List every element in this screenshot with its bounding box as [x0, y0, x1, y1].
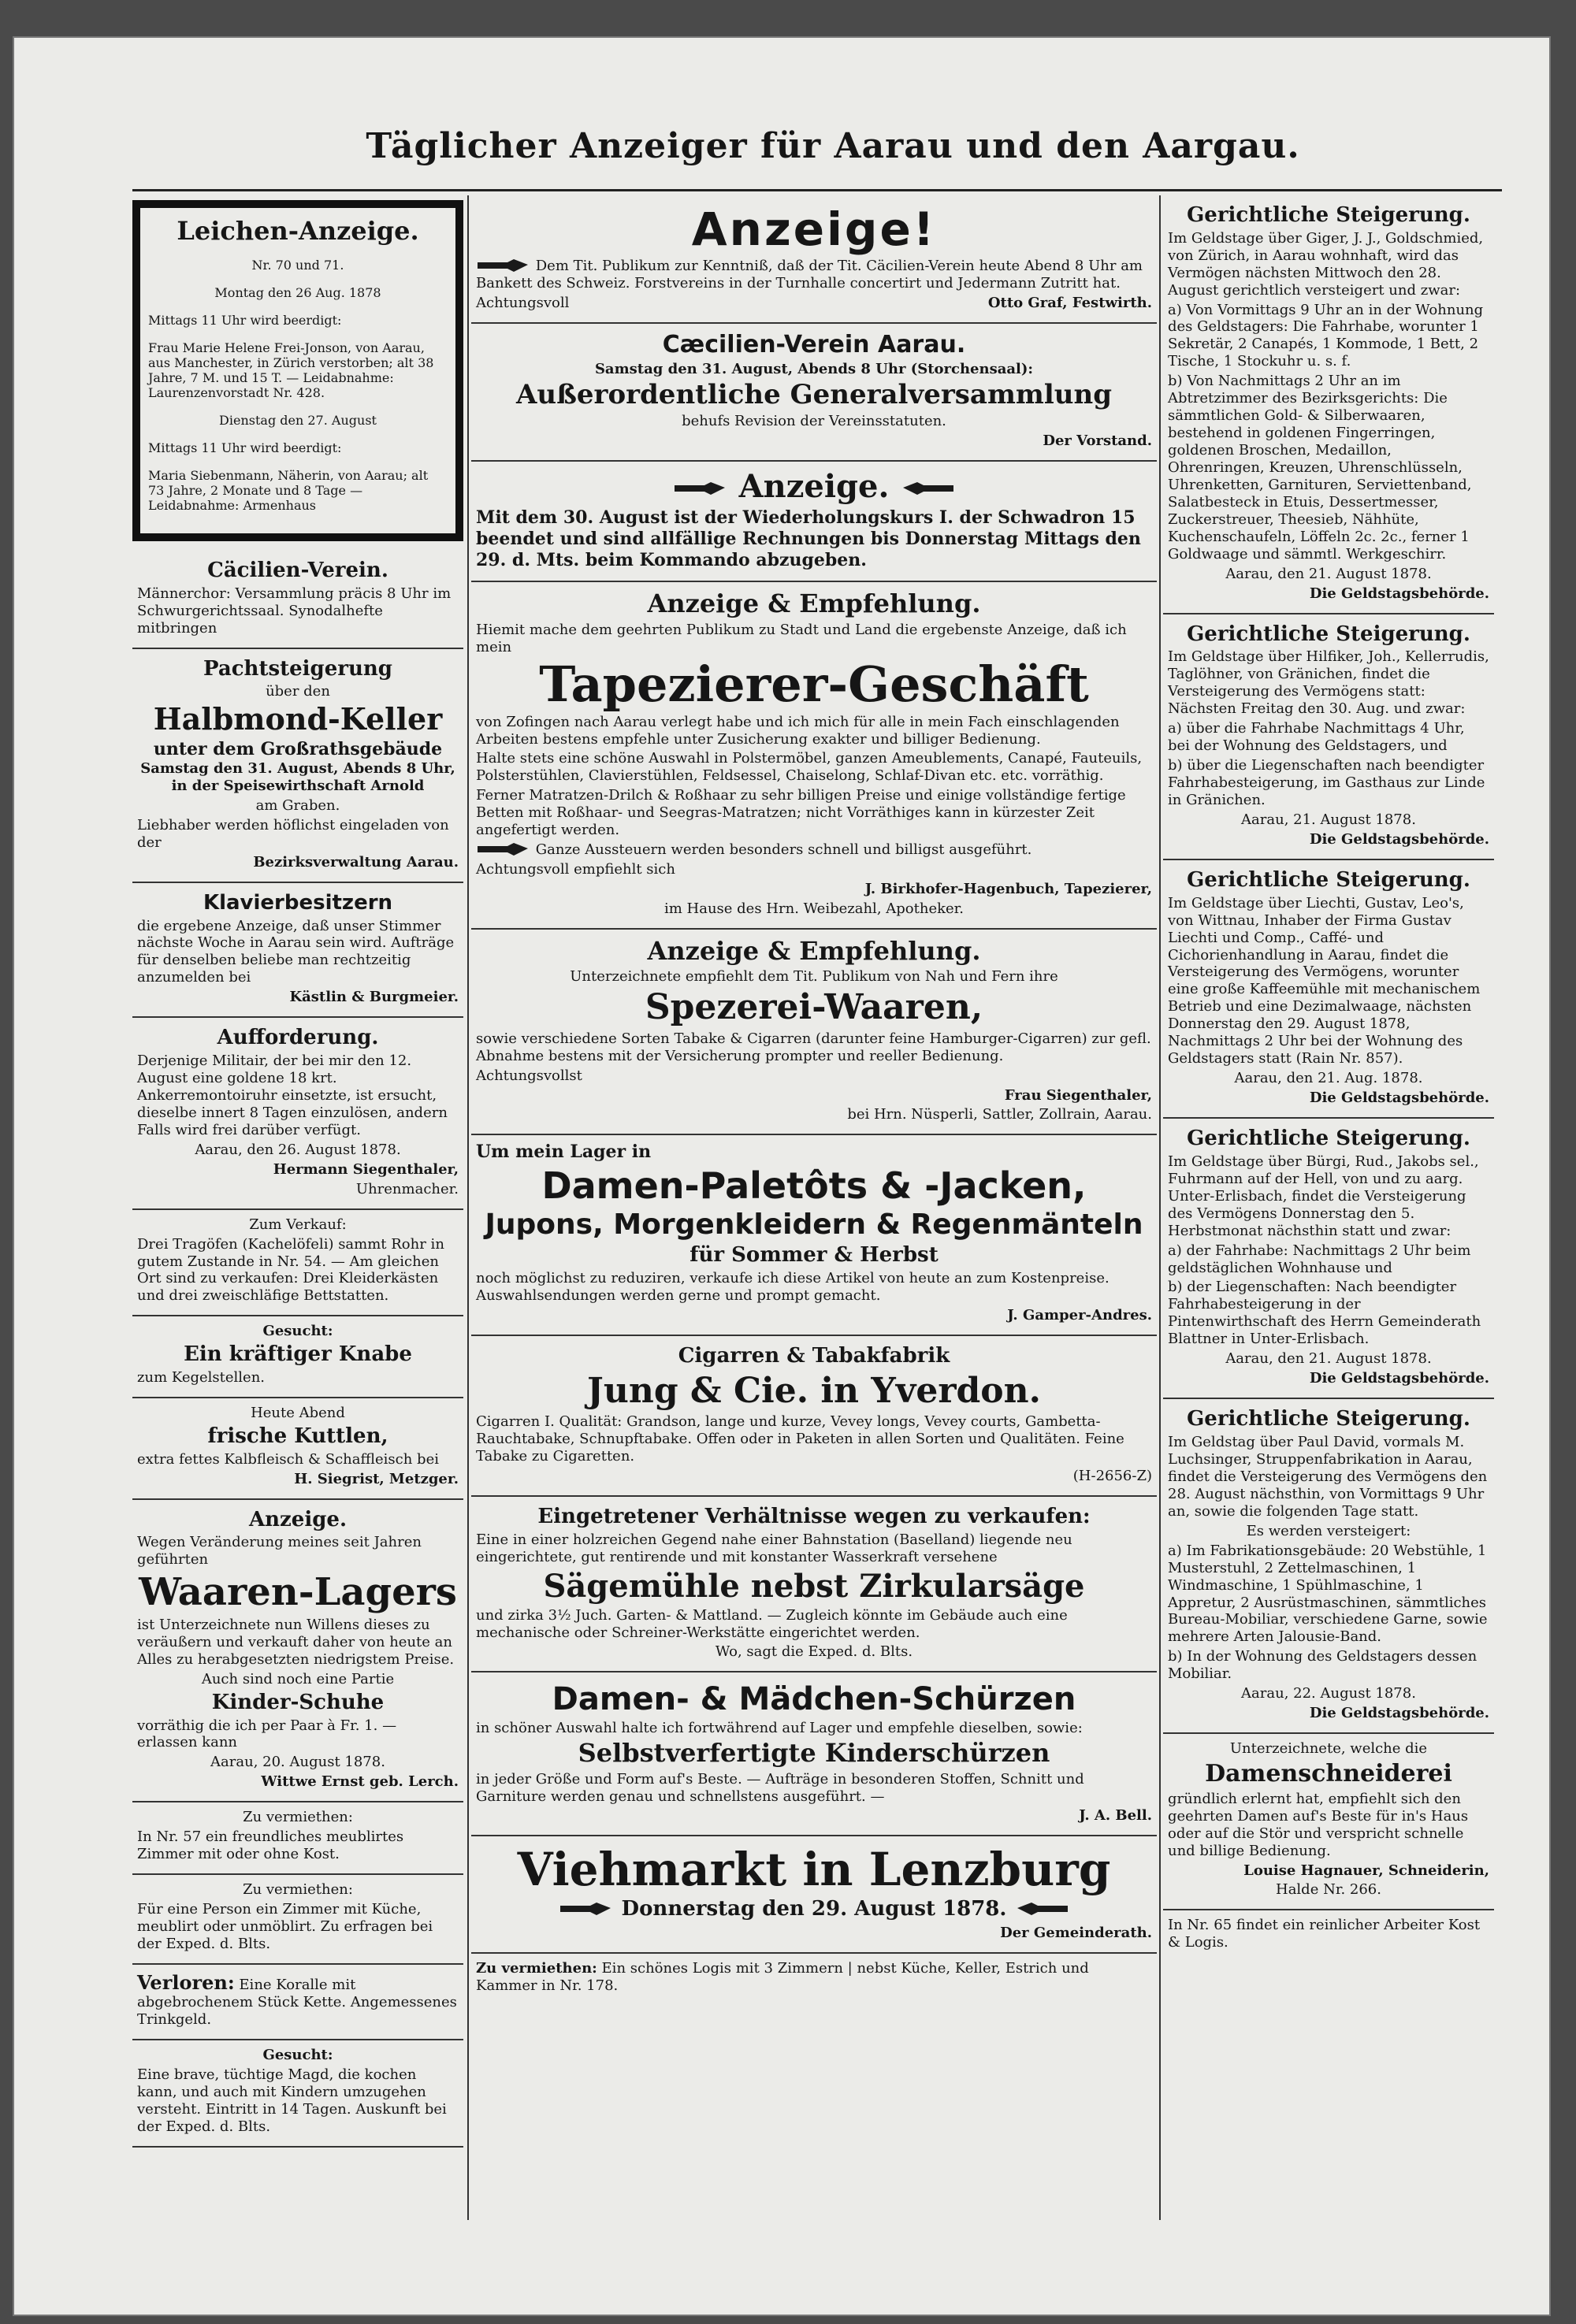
pointing-hand-icon — [900, 481, 955, 498]
ad-title: Cigarren & Tabakfabrik — [678, 1344, 950, 1368]
ad-steigerung-buergi — [1163, 1119, 1494, 1399]
pointing-hand-icon — [673, 481, 728, 498]
ad-verkauf — [132, 1210, 463, 1317]
ad-text: Wo, sagt die Exped. d. Blts. — [715, 1643, 913, 1661]
ad-headline: Außerordentliche Generalversammlung — [515, 378, 1113, 410]
ad-place: Aarau, 22. August 1878. — [1241, 1685, 1416, 1702]
ad-text: über den — [266, 683, 330, 700]
ad-subhead: Selbstverfertigte Kinderschürzen — [578, 1738, 1050, 1769]
ad-vermieten-logis: Zu vermiethen: Ein schönes Logis mit 3 Zimmern | nebst Küche, Keller, Estrich und Kammer in Nr. 178. — [476, 1959, 1089, 1994]
ad-headline: Halbmond-Keller — [153, 701, 443, 737]
ad-text: Dem Tit. Publikum zur Kenntniß, daß der Tit. Cäcilien-Verein heute Abend 8 Uhr am Bankett des Schweiz. Forstvereins in der Turnhalle concertirt und Jedermann Zutritt hat. — [476, 257, 1143, 291]
leichen-time-2: Mittags 11 Uhr wird beerdigt: — [148, 440, 342, 456]
leichen-anzeige — [132, 200, 463, 541]
ad-headline: Waaren-Lagers — [139, 1570, 457, 1615]
ad-signature: Die Geldstagsbehörde. — [1309, 830, 1489, 848]
right-column — [1163, 195, 1494, 2259]
ad-pachtsteigerung — [132, 649, 463, 883]
ad-text: Liebhaber werden höflichst eingeladen von der — [137, 816, 449, 851]
ad-text: Ferner Matratzen-Drilch & Roßhaar zu sehr billigen Preise und einige vollständige fertige Betten mit Roßhaar- und Seegras-Matratzen; nicht Vorräthiges kann in kürzester Zeit angefertigt werden. — [476, 787, 1126, 839]
ad-text: Drei Tragöfen (Kachelöfeli) sammt Rohr in gutem Zustande in Nr. 54. — Am gleichen Ort sind zu verkaufen: Drei Kleiderkästen und drei zweischläfige Bettstatten. — [137, 1235, 444, 1305]
masthead-rule — [132, 189, 1502, 191]
ad-text: Im Geldstag über Paul David, vormals M. Luchsinger, Struppenfabrikation in Aarau, findet die Versteigerung des Vermögens den 28. August nächsthin, von Vormittags 9 Uhr an, sowie die folgenden Tage statt. — [1168, 1433, 1488, 1520]
ad-gesucht-magd — [132, 2040, 463, 2148]
ad-signature: Die Geldstagsbehörde. — [1309, 585, 1489, 602]
ad-text: Wegen Veränderung meines seit Jahren geführten — [137, 1534, 422, 1569]
ad-head: Zu vermiethen: — [476, 1959, 597, 1977]
ad-text: In Nr. 57 ein freundliches meublirtes Zimmer mit oder ohne Kost. — [137, 1828, 404, 1863]
ad-vermieten-1 — [132, 1802, 463, 1875]
ad-signature: Louise Hagnauer, Schneiderin, — [1243, 1862, 1489, 1879]
ad-text: Halte stets eine schöne Auswahl in Polstermöbel, ganzen Ameublements, Canapé, Fauteuils, Polsterstühlen, Clavierstühlen, Feldsessel, Chaiselong, Schlaf-Divan etc. etc. vorräthig. — [476, 750, 1143, 785]
ad-place: Aarau, den 21. August 1878. — [1225, 1350, 1432, 1368]
ad-signature: Der Vorstand. — [1043, 432, 1152, 449]
ad-text: sowie verschiedene Sorten Tabake & Cigarren (darunter feine Hamburger-Cigarren) zur gefl. Abnahme bestens mit der Versicherung prompter und reeller Bedienung. — [476, 1030, 1151, 1064]
ad-signature-2: Halde Nr. 266. — [1276, 1881, 1381, 1899]
ad-item-a: a) der Fahrhabe: Nachmittags 2 Uhr beim geldstäglichen Wohnhause und — [1168, 1242, 1471, 1276]
ad-place: Aarau, den 21. Aug. 1878. — [1234, 1070, 1423, 1087]
ad-steigerung-liechti — [1163, 860, 1494, 1119]
ad-text: Unterzeichnete empfiehlt dem Tit. Publikum von Nah und Fern ihre — [570, 968, 1058, 986]
ad-text: Derjenige Militair, der bei mir den 12. August eine goldene 18 krt. Ankerremontoiruhr einsetzte, ist ersucht, dieselbe innert 8 Tagen einzulösen, andern Falls wird frei darüber verfügt. — [137, 1052, 448, 1138]
ad-title: Gerichtliche Steigerung. — [1187, 622, 1470, 646]
ad-signature: H. Siegrist, Metzger. — [294, 1470, 459, 1487]
ad-item-b: b) über die Liegenschaften nach beendigter Fahrhabesteigerung, im Gasthaus zur Linde in Gränichen. — [1168, 757, 1485, 809]
ad-closing: Achtungsvoll empfiehlt sich — [476, 861, 675, 878]
ad-damenschneiderei — [1163, 1734, 1494, 1910]
ad-viehmarkt — [471, 1836, 1157, 1954]
ad-signature: Die Geldstagsbehörde. — [1309, 1370, 1489, 1387]
ad-date: Samstag den 31. August, Abends 8 Uhr (Storchensaal): — [594, 360, 1034, 377]
ad-text: in jeder Größe und Form auf's Beste. — Aufträge in besonderen Stoffen, Schnitt und Garniture werden genau und schnellstens ausgeführt. — — [476, 1770, 1084, 1805]
ad-title: Klavierbesitzern — [203, 890, 393, 915]
ad-signature: Hermann Siegenthaler, — [273, 1160, 459, 1178]
leichen-numbers: Nr. 70 und 71. — [251, 258, 344, 273]
ad-text: noch möglichst zu reduziren, verkaufe ich diese Artikel von heute an zum Kostenpreise. Auswahlsendungen werden gerne und prompt gemacht. — [476, 1270, 1110, 1305]
ad-headline: Tapezierer-Geschäft — [539, 655, 1089, 714]
ad-signature: Kästlin & Burgmeier. — [289, 989, 459, 1006]
ad-item-b: b) Von Nachmittags 2 Uhr an im Abtretzimmer des Bezirksgerichts: Die sämmtlichen Gold- & Silberwaaren, bestehend in goldenen Fingerringen, goldenen Broschen, Medaillon, Ohrenringen, Kreuzen, Uhrenschlüsseln, Uhrenketten, Garnituren, Serviettenband, Salatbesteck in Etuis, Dessertmesser, Zuckerstreuer, Theesieb, Nähhüte, Kuchenschaufeln, Löffeln 2c. 2c., ferner 1 Goldwaage und sämmtl. Werkgeschirr. — [1168, 373, 1472, 562]
ad-tapezierer — [471, 582, 1157, 930]
ad-caecilien-generalversammlung — [471, 324, 1157, 462]
ad-title: Anzeige. — [738, 467, 890, 505]
ad-vermieten-2 — [132, 1875, 463, 1965]
ad-text: und zirka 3½ Juch. Garten- & Mattland. — Zugleich könnte im Gebäude auch eine mechanische oder Schreiner-Werkstätte eingerichtet werden. — [476, 1606, 1068, 1641]
ad-place: Aarau, den 26. August 1878. — [195, 1141, 401, 1158]
ad-text: Eine in einer holzreichen Gegend nahe einer Bahnstation (Baselland) liegende neu eingerichtete, gut rentirende und mit konstanter Wasserkraft versehene — [476, 1531, 1072, 1565]
ad-signature-2: Uhrenmacher. — [355, 1180, 459, 1197]
ad-subhead: für Sommer & Herbst — [690, 1243, 939, 1268]
ad-anzeige-graf — [471, 195, 1157, 324]
ad-title: Gerichtliche Steigerung. — [1187, 867, 1470, 892]
ad-text: von Zofingen nach Aarau verlegt habe und ich mich für alle in mein Fach einschlagenden Arbeiten bestens empfehle unter Zusicherung exakter und billiger Bedienung. — [476, 713, 1120, 748]
ad-text-2: nebst Küche, Keller, Estrich und Kammer in Nr. 178. — [476, 1959, 1089, 1994]
ad-title: Gerichtliche Steigerung. — [1187, 1407, 1470, 1431]
ad-signature: Die Geldstagsbehörde. — [1309, 1705, 1489, 1722]
ad-text: Cigarren I. Qualität: Grandson, lange und kurze, Vevey longs, Vevey courts, Gambetta-Rauchtabake, Schnupftabake. Offen oder in Paketen in allen Sorten und Qualitäten. Feine Tabake zu Cigaretten. — [476, 1413, 1124, 1465]
ad-signature: J. Birkhofer-Hagenbuch, Tapezierer, — [864, 881, 1152, 898]
ad-text: Im Geldstage über Giger, J. J., Goldschmied, von Zürich, in Aarau wohnhaft, wird das Vermögen nächsten Mittwoch den 28. August gerichtlich versteigert und zwar: — [1168, 229, 1484, 299]
ad-signature-2: bei Hrn. Nüsperli, Sattler, Zollrain, Aarau. — [847, 1106, 1152, 1123]
ad-text: Eine Koralle mit abgebrochenem Stück Kette. Angemessenes Trinkgeld. — [137, 1977, 457, 2029]
ad-text: ist Unterzeichnete nun Willens dieses zu veräußern und verkauft daher von heute an Alles zu herabgesetzten niedrigstem Preise. — [137, 1617, 455, 1668]
ad-place: Aarau, 20. August 1878. — [210, 1754, 385, 1771]
ad-text: Im Geldstage über Bürgi, Rud., Jakobs sel., Fuhrmann auf der Hell, von und zu aarg. Unter-Erlisbach, findet die Versteigerung des Vermögens Donnerstag den 5. Herbstmonat nächsthin statt und zwar: — [1168, 1153, 1479, 1239]
ad-text: in schöner Auswahl halte ich fortwährend auf Lager und empfehle dieselben, sowie: — [476, 1720, 1083, 1737]
ad-cigarren — [471, 1336, 1157, 1497]
ad-item-b: b) der Liegenschaften: Nach beendigter Fahrhabesteigerung in der Pintenwirthschaft des Herrn Gemeinderath Blattner in Unter-Erlisbach. — [1168, 1279, 1481, 1348]
ad-signature: J. Gamper-Andres. — [1007, 1307, 1152, 1324]
ad-signature: J. A. Bell. — [1079, 1807, 1152, 1825]
ad-closing: Achtungsvoll — [476, 294, 570, 311]
masthead: Täglicher Anzeiger für Aarau und den Aargau. — [366, 126, 1300, 166]
leichen-text-2: Maria Siebenmann, Näherin, von Aarau; alt 73 Jahre, 2 Monate und 8 Tage — Leidabnahme: Armenhaus — [148, 468, 429, 514]
ad-item-a: a) über die Fahrhabe Nachmittags 4 Uhr, bei der Wohnung des Geldstagers, und — [1168, 720, 1465, 755]
ad-title: Anzeige. — [248, 1507, 348, 1531]
ad-text: Im Geldstage über Liechti, Gustav, Leo's, von Wittnau, Inhaber der Firma Gustav Liechti und Comp., Caffé- und Cichorienhandlung in Aarau, findet die Versteigerung des Vermögens, worunter eine große Kaffeemühle mit mechanischem Betrieb und eine Dezimalwaage, nächsten Donnerstag den 29. August 1878, Nachmittags 2 Uhr bei der Wohnung des Geldstagers statt (Rain Nr. 857). — [1168, 894, 1481, 1067]
ad-aufforderung — [132, 1018, 463, 1209]
ad-headline: Sägemühle nebst Zirkularsäge — [543, 1567, 1085, 1605]
column-rule-left — [467, 195, 469, 2220]
ad-schuerzen — [471, 1672, 1157, 1836]
ad-place: Aarau, den 21. August 1878. — [1225, 565, 1432, 582]
ad-text: extra fettes Kalbfleisch & Schaffleisch bei — [137, 1450, 439, 1468]
ad-saegemuehle — [471, 1497, 1157, 1672]
ad-text: In Nr. 65 findet ein reinlicher Arbeiter Kost & Logis. — [1168, 1917, 1481, 1951]
pointing-hand-icon — [1014, 1901, 1069, 1918]
ad-text: Unterzeichnete, welche die — [1229, 1740, 1428, 1758]
ad-item-a: a) Von Vormittags 9 Uhr an in der Wohnung des Geldstagers: Die Fahrhabe, worunter 1 Sekretär, 2 Canapés, 1 Kommode, 1 Bett, 2 Tische, 1 Stockuhr u. s. f. — [1168, 301, 1484, 370]
leichen-date-2: Dienstag den 27. August — [219, 413, 377, 429]
ad-place: am Graben. — [255, 796, 340, 814]
ad-title: Anzeige! — [691, 202, 937, 256]
ad-title: Eingetretener Verhältnisse wegen zu verkaufen: — [537, 1504, 1091, 1528]
ad-title: Pachtsteigerung — [203, 656, 392, 681]
ad-head: Zum Verkauf: — [249, 1216, 347, 1233]
ad-date: Donnerstag den 29. August 1878. — [621, 1897, 1007, 1921]
ad-headline: Damenschneiderei — [1205, 1760, 1452, 1788]
ad-subhead: Kinder-Schuhe — [211, 1690, 385, 1714]
ad-text: Im Geldstage über Hilfiker, Joh., Kellerrudis, Taglöhner, von Gränichen, findet die Versteigerung des Vermögens statt: Nächsten Freitag den 30. Aug. und zwar: — [1168, 648, 1489, 718]
leichen-date-1: Montag den 26 Aug. 1878 — [214, 285, 381, 301]
ad-text: gründlich erlernt hat, empfiehlt sich den geehrten Damen auf's Beste für in's Haus oder auf die Stör und verspricht schnelle und billige Bedienung. — [1168, 1790, 1469, 1859]
left-column — [132, 195, 463, 2259]
ad-gamper — [471, 1135, 1157, 1336]
ad-subhead: unter dem Großrathsgebäude — [153, 739, 443, 760]
ad-closing: Achtungsvollst — [476, 1067, 582, 1084]
ad-title: Gerichtliche Steigerung. — [1187, 203, 1470, 227]
ad-headline: Damen-Paletôts & -Jacken, — [541, 1164, 1087, 1208]
ad-headline: Jung & Cie. in Yverdon. — [587, 1370, 1041, 1411]
ad-signature-2: im Hause des Hrn. Weibezahl, Apotheker. — [663, 900, 965, 918]
ad-text: Ganze Aussteuern werden besonders schnell und billigst ausgeführt. — [535, 841, 1032, 859]
ad-title: Anzeige & Empfehlung. — [647, 588, 981, 619]
ad-text: Ein schönes Logis mit 3 Zimmern — [601, 1959, 843, 1977]
ad-head: Gesucht: — [262, 1323, 333, 1340]
ad-signature: Die Geldstagsbehörde. — [1309, 1090, 1489, 1107]
ad-text: Mit dem 30. August ist der Wiederholungskurs I. der Schwadron 15 beendet und sind allfällige Rechnungen bis Donnerstag Mittags den 29. d. Mts. beim Kommando abzugeben. — [476, 507, 1141, 570]
ad-headline: Spezerei-Waaren, — [645, 987, 983, 1028]
ad-steigerung-hilfiker — [1163, 614, 1494, 860]
ad-signature: Der Gemeinderath. — [1000, 1925, 1152, 1942]
ad-head: Gesucht: — [262, 2047, 333, 2064]
ad-waarenlager — [132, 1500, 463, 1803]
ad-head: Zu vermiethen: — [243, 1809, 353, 1826]
ad-item-a: a) Im Fabrikationsgebäude: 20 Webstühle, 1 Musterstuhl, 2 Zettelmaschinen, 1 Windmaschine, 1 Spühlmaschine, 1 Appretur, 2 Ausrüstmaschinen, sämmtliches Bureau-Mobiliar, verschiedene Garne, sowie mehrere Arten Jalousie-Band. — [1168, 1542, 1488, 1646]
ad-place: Aarau, 21. August 1878. — [1241, 811, 1416, 829]
ad-spezerei — [471, 930, 1157, 1135]
ad-schwadron — [471, 462, 1157, 582]
ad-text: vorräthig die ich per Paar à Fr. 1. — erlassen kann — [137, 1717, 397, 1751]
ad-head: Zu vermiethen: — [243, 1881, 353, 1899]
ad-text: Hiemit mache dem geehrten Publikum zu Stadt und Land die ergebenste Anzeige, daß ich mein — [476, 621, 1127, 655]
leichen-time-1: Mittags 11 Uhr wird beerdigt: — [148, 313, 342, 329]
pointing-hand-icon — [476, 841, 531, 859]
ad-title: Verloren: — [137, 1971, 235, 1995]
ad-text: Auch sind noch eine Partie — [201, 1670, 395, 1687]
ad-title: Gerichtliche Steigerung. — [1187, 1127, 1470, 1151]
pointing-hand-icon — [476, 258, 531, 275]
ad-text: Männerchor: Versammlung präcis 8 Uhr im Schwurgerichtssaal. Synodalhefte mitbringen — [137, 585, 452, 637]
ad-headline-2: Jupons, Morgenkleidern & Regenmänteln — [485, 1208, 1143, 1241]
ad-head: Heute Abend — [251, 1405, 345, 1421]
ad-date: Samstag den 31. August, Abends 8 Uhr, in der Speisewirthschaft Arnold — [140, 760, 455, 795]
ad-signature: Frau Siegenthaler, — [1004, 1086, 1152, 1104]
ad-headline: Viehmarkt in Lenzburg — [517, 1843, 1111, 1897]
pointing-hand-icon — [559, 1901, 614, 1918]
ad-signature: Otto Graf, Festwirth. — [987, 294, 1152, 311]
ad-text: behufs Revision der Vereinsstatuten. — [682, 413, 946, 429]
ad-head: Um mein Lager in — [476, 1142, 652, 1163]
column-rule-right — [1159, 195, 1161, 2220]
ad-text: Für eine Person ein Zimmer mit Küche, meublirt oder unmöblirt. Zu erfragen bei der Exped. d. Blts. — [137, 1901, 433, 1953]
ad-klavier — [132, 883, 463, 1018]
ad-item-b: b) In der Wohnung des Geldstagers dessen Mobiliar. — [1168, 1648, 1478, 1683]
ad-text: zum Kegelstellen. — [137, 1369, 266, 1387]
ad-text: Eine brave, tüchtige Magd, die kochen kann, und auch mit Kindern umzugehen versteht. Eintritt in 14 Tagen. Auskunft bei der Exped. d. Blts. — [137, 2066, 447, 2135]
ad-kuttlen — [132, 1398, 463, 1500]
ad-gesucht-knabe — [132, 1316, 463, 1398]
ad-title: Anzeige & Empfehlung. — [647, 936, 981, 967]
ad-code: (H-2656-Z) — [1072, 1467, 1152, 1484]
ad-steigerung-david — [1163, 1399, 1494, 1734]
ad-text: die ergebene Anzeige, daß unser Stimmer nächste Woche in Aarau sein wird. Aufträge für denselben beliebe man rechtzeitig anzumelden bei — [137, 917, 455, 986]
ad-signature: Wittwe Ernst geb. Lerch. — [261, 1773, 459, 1791]
ad-title: Ein kräftiger Knabe — [184, 1342, 412, 1367]
ad-title: frische Kuttlen, — [207, 1424, 388, 1448]
leichen-title: Leichen-Anzeige. — [177, 216, 419, 246]
ad-caecilien-maennerchor — [132, 551, 463, 649]
middle-column — [471, 195, 1157, 2259]
leichen-text-1: Frau Marie Helene Frei-Jonson, von Aarau, aus Manchester, in Zürich verstorben; alt 38 Jahre, 7 M. und 15 T. — Leidabnahme: Laurenzenvorstadt Nr. 428. — [148, 340, 434, 401]
ad-signature: Bezirksverwaltung Aarau. — [253, 853, 459, 871]
ad-verloren — [132, 1965, 463, 2040]
ad-subhead: Es werden versteigert: — [1246, 1522, 1411, 1539]
ad-title: Cäcilien-Verein. — [207, 559, 388, 583]
ad-title: Cæcilien-Verein Aarau. — [662, 330, 966, 358]
ad-headline: Damen- & Mädchen-Schürzen — [552, 1681, 1076, 1718]
newspaper-page — [14, 38, 1549, 2315]
ad-kost-logis — [1163, 1910, 1494, 1962]
ad-title: Aufforderung. — [217, 1026, 379, 1050]
ad-steigerung-giger — [1163, 195, 1494, 614]
